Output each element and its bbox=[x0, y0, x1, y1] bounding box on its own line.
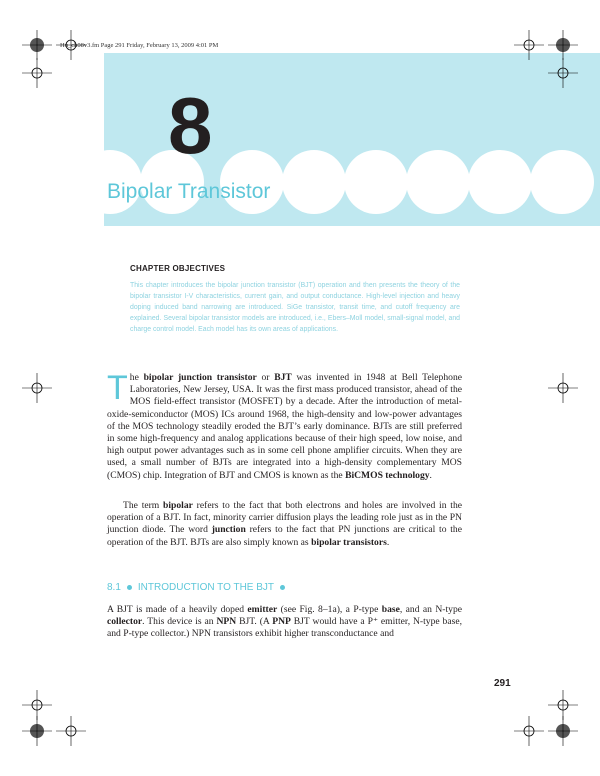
bold-term: BJT bbox=[274, 372, 292, 383]
crosshair-mark-icon bbox=[548, 58, 578, 88]
bold-term: bipolar transistors bbox=[311, 536, 387, 548]
drop-cap: T bbox=[107, 369, 128, 407]
section-number: 8.1 bbox=[107, 582, 121, 593]
banner-circle bbox=[344, 150, 408, 214]
crosshair-mark-icon bbox=[514, 30, 544, 60]
text-run: refers to the fact that both electrons and holes are involved in the operation of a BJT. In fact, minority carrier diffusion plays the leading role just as in the PN junction diode. The word bbox=[107, 500, 462, 536]
crosshair-mark-icon bbox=[56, 30, 86, 60]
bold-term: bipolar junction transistor bbox=[143, 372, 257, 383]
crosshair-mark-icon bbox=[22, 58, 52, 88]
registration-mark-icon bbox=[22, 716, 52, 746]
bold-term: collector bbox=[107, 616, 143, 628]
text-run: or bbox=[256, 372, 275, 383]
crosshair-mark-icon bbox=[56, 716, 86, 746]
registration-mark-icon bbox=[548, 30, 578, 60]
text-run: BJT. (A bbox=[236, 616, 273, 628]
text-run: he bbox=[129, 372, 144, 383]
bold-term: PNP bbox=[272, 616, 291, 628]
crosshair-mark-icon bbox=[548, 373, 578, 403]
crosshair-mark-icon bbox=[548, 690, 578, 720]
objectives-text: This chapter introduces the bipolar junction transistor (BJT) operation and then presents the theory of the bipolar transistor I-V characteristics, current gain, and output conductance. High-level injection and heavy doping induced band narrowing are introduced. SiGe transistor, transit time, and cutoff frequency are explained. Several bipolar transistor models are introduced, i.e., Ebers–Moll model, small-signal model, and charge control model. Each model has its own areas of applications. bbox=[130, 282, 460, 333]
bullet-dot-icon bbox=[280, 585, 285, 590]
text-run: refers to the fact that PN junctions are critical to the operation of the BJT. BJTs are also simply known as bbox=[107, 524, 462, 548]
text-run: The term bbox=[123, 500, 164, 511]
crosshair-mark-icon bbox=[22, 690, 52, 720]
chapter-title: Bipolar Transistor bbox=[107, 180, 271, 203]
text-run: . bbox=[429, 469, 432, 481]
page-slug: Hu_ch08v3.fm Page 291 Friday, February 13, 2009 4:01 PM bbox=[60, 42, 219, 49]
banner-circle bbox=[530, 150, 594, 214]
intro-paragraph-1 bbox=[107, 369, 462, 482]
section-heading bbox=[107, 582, 291, 593]
bold-term: junction bbox=[211, 524, 246, 536]
registration-mark-icon bbox=[548, 716, 578, 746]
section-paragraph bbox=[107, 604, 462, 641]
banner-circle bbox=[406, 150, 470, 214]
intro-paragraph-2 bbox=[107, 500, 462, 549]
banner-circle bbox=[468, 150, 532, 214]
bold-term: NPN bbox=[216, 616, 237, 628]
bold-term: BiCMOS technology bbox=[345, 469, 430, 481]
text-run: was invented in 1948 at Bell Telephone Laboratories, New Jersey, USA. It was the first mass produced transistor, ahead of the MOS field-effect transistor (MOSFET) by a decade. After the introduction of metal-oxide-semiconductor (MOS) ICs around 1968, the high-density and low-power advantages of the MOS technology steadily eroded the BJT’s early dominance. BJTs are still preferred in some high-frequency and analog applications because of their high speed, low noise, and high output power advantages such as in some cell phone amplifier circuits. When they are used, a small number of BJTs are integrated into a high-density complementary MOS (CMOS) chip. Integration of BJT and CMOS is known as the bbox=[107, 372, 462, 481]
text-run: . This device is an bbox=[142, 616, 217, 628]
crosshair-mark-icon bbox=[514, 716, 544, 746]
bold-term: bipolar bbox=[163, 500, 193, 511]
bullet-dot-icon bbox=[127, 585, 132, 590]
text-run: BJT would have a P⁺ emitter, N-type base, and P-type collector.) NPN transistors exhibit higher transconductance and bbox=[107, 616, 463, 640]
text-run: A BJT is made of a heavily doped bbox=[107, 604, 248, 615]
bold-term: emitter bbox=[247, 604, 278, 615]
registration-mark-icon bbox=[22, 30, 52, 60]
text-run: . bbox=[386, 536, 390, 548]
section-title: INTRODUCTION TO THE BJT bbox=[137, 582, 275, 593]
text-run: , and an N-type bbox=[399, 604, 462, 615]
chapter-number: 8 bbox=[168, 81, 213, 170]
objectives-heading: CHAPTER OBJECTIVES bbox=[130, 264, 226, 273]
crosshair-mark-icon bbox=[22, 373, 52, 403]
page-number: 291 bbox=[494, 678, 511, 689]
banner-circle bbox=[282, 150, 346, 214]
text-run: (see Fig. 8–1a), a P-type bbox=[277, 604, 382, 615]
bold-term: base bbox=[381, 604, 400, 615]
